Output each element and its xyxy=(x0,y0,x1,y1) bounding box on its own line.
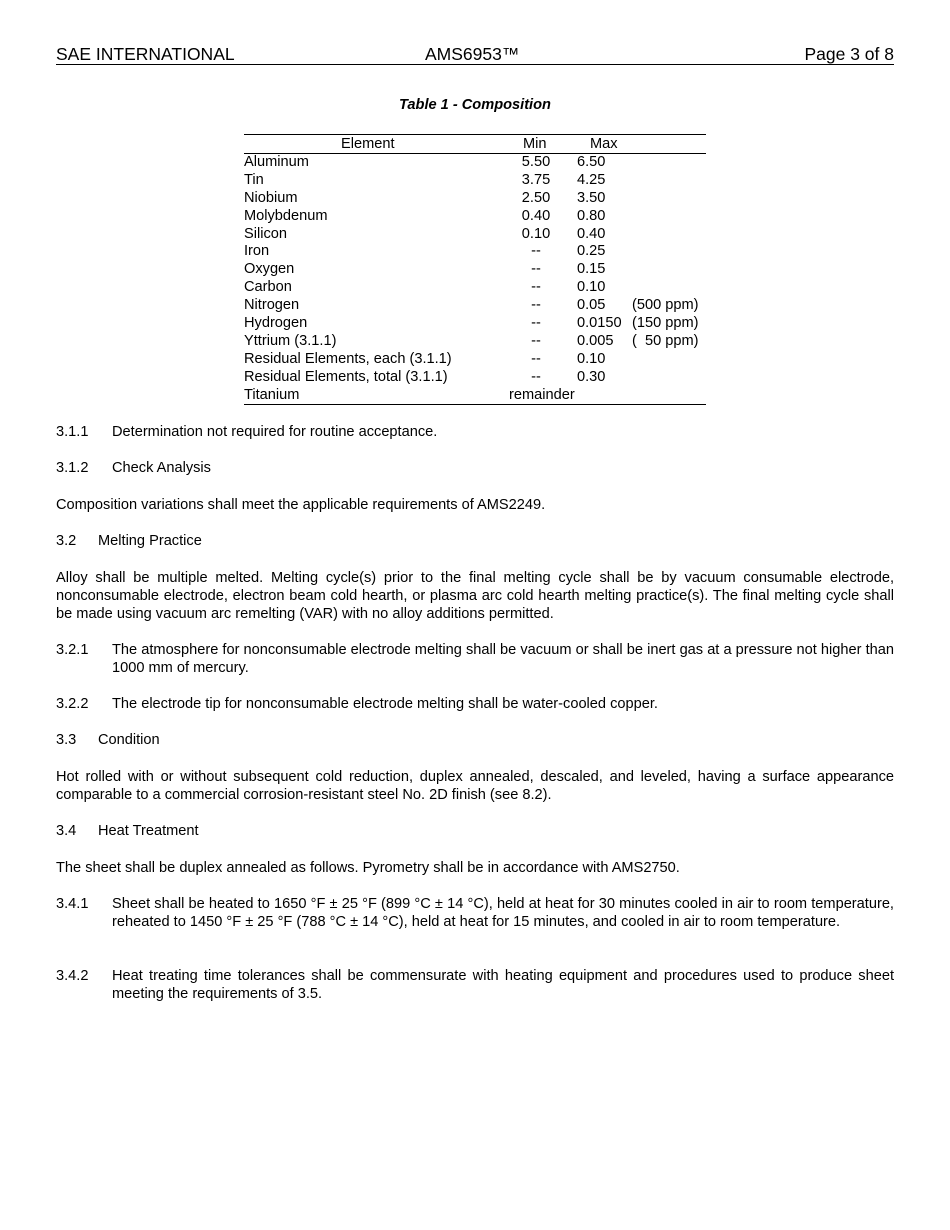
table-row xyxy=(244,243,706,261)
cell-min: 5.50 xyxy=(521,154,551,170)
section-heading: Check Analysis xyxy=(112,460,211,476)
table-row xyxy=(244,226,706,244)
cell-element: Titanium xyxy=(244,386,300,403)
cell-element: Hydrogen xyxy=(244,315,308,332)
cell-element: Carbon xyxy=(244,279,292,296)
cell-element: Residual Elements, each (3.1.1) xyxy=(244,350,452,367)
cell-element: Tin xyxy=(244,171,264,188)
cell-min: -- xyxy=(531,297,541,314)
cell-element: Niobium xyxy=(244,189,298,206)
cell-min: -- xyxy=(531,368,541,385)
section-text: Sheet shall be heated to 1650 °F ± 25 °F (899 °C ± 14 °C), held at heat for 30 minutes cooled in air to room temperature, reheated to 1450 °F ± 25 °F (788 °C ± 14 °C), held at heat for 15 minutes, and cooled in air to room temperature. xyxy=(112,896,894,930)
cell-max: 0.30 xyxy=(577,368,606,385)
cell-element: Silicon xyxy=(244,225,287,242)
table-row xyxy=(244,297,706,315)
cell-max: 0.10 xyxy=(577,279,606,296)
table-row xyxy=(244,351,706,369)
cell-min: 0.40 xyxy=(521,207,551,224)
section-number: 3.2 xyxy=(56,533,77,549)
section-heading: Melting Practice xyxy=(98,533,202,549)
cell-ppm: (500 ppm) xyxy=(632,297,699,314)
table-row xyxy=(244,369,706,387)
table-row xyxy=(244,333,706,351)
table-row xyxy=(244,172,706,190)
paragraph: Hot rolled with or without subsequent cold reduction, duplex annealed, descaled, and leveled, having a surface appearance comparable to a commercial corrosion-resistant steel No. 2D finish (see 8.2). xyxy=(56,769,894,803)
cell-ppm: ( 50 ppm) xyxy=(632,332,699,349)
table-row xyxy=(244,190,706,208)
section-number: 3.1.1 xyxy=(56,424,89,440)
cell-min: 0.10 xyxy=(521,225,551,242)
cell-element: Yttrium (3.1.1) xyxy=(244,332,337,349)
document-number: AMS6953™ xyxy=(425,44,520,64)
cell-min: remainder xyxy=(509,386,575,403)
page-header xyxy=(56,44,894,65)
cell-min: -- xyxy=(531,261,541,278)
table-row xyxy=(244,208,706,226)
cell-max: 6.50 xyxy=(577,154,606,170)
cell-max: 0.005 xyxy=(577,332,614,349)
cell-max: 3.50 xyxy=(577,189,606,206)
table-body xyxy=(244,154,706,405)
section-number: 3.2.2 xyxy=(56,696,89,712)
cell-element: Oxygen xyxy=(244,261,295,278)
section-number: 3.4 xyxy=(56,823,77,839)
column-header-min: Min xyxy=(523,136,547,152)
column-header-max: Max xyxy=(590,136,618,152)
table-row xyxy=(244,315,706,333)
table-header-row xyxy=(244,134,706,154)
section-text: Determination not required for routine acceptance. xyxy=(112,424,438,440)
cell-min: -- xyxy=(531,279,541,296)
table-row xyxy=(244,387,706,406)
cell-max: 0.25 xyxy=(577,243,606,260)
paragraph: Composition variations shall meet the applicable requirements of AMS2249. xyxy=(56,497,546,513)
paragraph: The sheet shall be duplex annealed as follows. Pyrometry shall be in accordance with AMS2750. xyxy=(56,860,680,876)
cell-max: 0.05 xyxy=(577,297,606,314)
cell-max: 0.10 xyxy=(577,350,606,367)
cell-element: Residual Elements, total (3.1.1) xyxy=(244,368,448,385)
cell-min: -- xyxy=(531,243,541,260)
composition-table xyxy=(244,134,706,405)
cell-min: -- xyxy=(531,315,541,332)
section-number: 3.1.2 xyxy=(56,460,89,476)
table-caption: Table 1 - Composition xyxy=(399,97,551,113)
section-text: Heat treating time tolerances shall be commensurate with heating equipment and procedures used to produce sheet meeting the requirements of 3.5. xyxy=(112,968,894,1002)
cell-min: 2.50 xyxy=(521,189,551,206)
section-number: 3.4.1 xyxy=(56,896,89,912)
column-header-element: Element xyxy=(341,136,395,152)
section-text: The electrode tip for nonconsumable electrode melting shall be water-cooled copper. xyxy=(112,696,658,712)
table-row xyxy=(244,279,706,297)
section-number: 3.3 xyxy=(56,732,77,748)
cell-ppm: (150 ppm) xyxy=(632,315,699,332)
section-text: The atmosphere for nonconsumable electrode melting shall be vacuum or shall be inert gas at a pressure not higher than 1000 mm of mercury. xyxy=(112,642,894,676)
paragraph: Alloy shall be multiple melted. Melting cycle(s) prior to the final melting cycle shall be by vacuum consumable electrode, nonconsumable electrode, electron beam cold hearth, or plasma arc cold hearth melting practice(s). The final melting cycle shall be made using vacuum arc remelting (VAR) with no alloy additions permitted. xyxy=(56,570,894,622)
cell-element: Molybdenum xyxy=(244,207,328,224)
cell-element: Nitrogen xyxy=(244,297,300,314)
cell-max: 0.0150 xyxy=(577,315,622,332)
table-row xyxy=(244,154,706,172)
cell-min: -- xyxy=(531,332,541,349)
cell-max: 0.80 xyxy=(577,207,606,224)
cell-min: 3.75 xyxy=(521,171,551,188)
cell-max: 0.40 xyxy=(577,225,606,242)
cell-max: 0.15 xyxy=(577,261,606,278)
page-number: Page 3 of 8 xyxy=(804,44,894,64)
section-number: 3.4.2 xyxy=(56,968,89,984)
section-number: 3.2.1 xyxy=(56,642,89,658)
cell-element: Aluminum xyxy=(244,154,309,170)
section-heading: Heat Treatment xyxy=(98,823,199,839)
cell-element: Iron xyxy=(244,243,270,260)
cell-min: -- xyxy=(531,350,541,367)
section-heading: Condition xyxy=(98,732,160,748)
cell-max: 4.25 xyxy=(577,171,606,188)
table-row xyxy=(244,261,706,279)
publisher-name: SAE INTERNATIONAL xyxy=(56,44,235,64)
